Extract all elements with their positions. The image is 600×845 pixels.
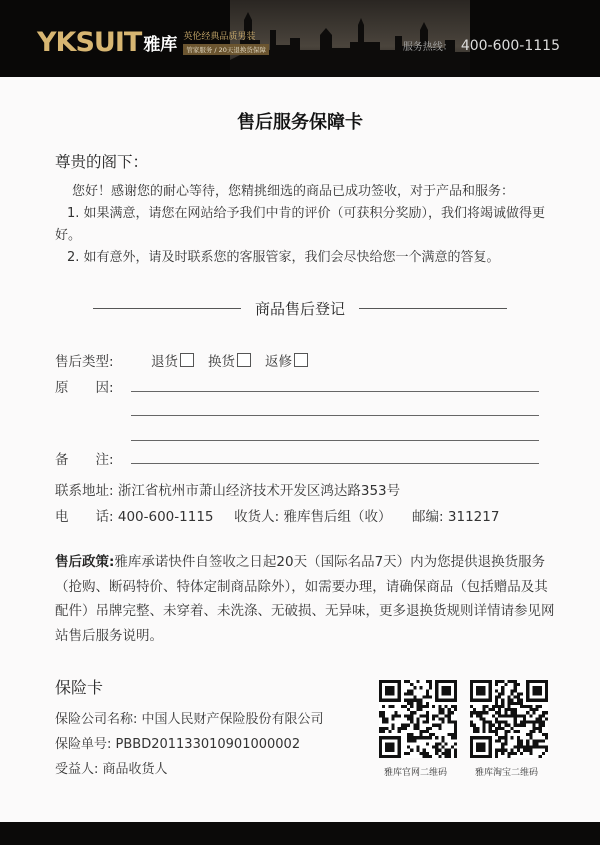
tagline-1: 英伦经典品质男装	[183, 32, 256, 42]
hotline-label: 服务热线：	[402, 42, 453, 53]
official-site-qr-code-icon[interactable]	[379, 680, 457, 758]
logo-english: YKSUIT	[37, 26, 142, 58]
beneficiary-value: 商品收货人	[102, 762, 168, 777]
registration-title: 商品售后登记	[254, 300, 345, 318]
insurance-policy-value: PBBD201133010901000002	[115, 737, 301, 752]
postcode-value: 311217	[447, 509, 500, 525]
postcode-label: 邮编:	[412, 509, 444, 525]
intro-paragraph: 您好！感谢您的耐心等待，您精挑细选的商品已成功签收，对于产品和服务：	[72, 184, 515, 199]
beneficiary-label: 受益人:	[55, 762, 99, 777]
note-label: 备 注:	[55, 452, 114, 468]
tel-value: 400-600-1115	[117, 509, 214, 525]
contact-row	[55, 505, 499, 525]
service-type-label: 售后类型:	[55, 354, 114, 370]
brand-logo	[37, 22, 269, 62]
page-header	[0, 0, 600, 77]
insurance-title: 保险卡	[55, 678, 104, 697]
logo-tagline	[183, 29, 269, 55]
address-value: 浙江省杭州市萧山经济技术开发区鸿达路353号	[117, 483, 401, 499]
page-footer	[0, 822, 600, 845]
address-row	[55, 479, 400, 499]
taobao-qr-code-icon[interactable]	[470, 680, 548, 758]
divider-left	[93, 308, 241, 309]
option-repair[interactable]	[265, 350, 308, 370]
reason-line-1[interactable]	[131, 391, 539, 392]
insurance-policy-label: 保险单号:	[55, 737, 112, 752]
receiver-value: 雅库售后组（收）	[283, 509, 392, 525]
option-repair-label: 返修	[265, 354, 292, 370]
return-checkbox[interactable]	[180, 353, 194, 367]
issue-paragraph: 2. 如有意外，请及时联系您的客服管家，我们会尽快给您一个满意的答复。	[67, 250, 500, 265]
policy-text: 雅库承诺快件自签收之日起20天（国际名品7天）内为您提供退换货服务（抢购、断码特价、特体定制商品除外），如需要办理，请确保商品（包括赠品及其配件）吊牌完整、未穿着、未洗涤、无破损、无异味，更多退换货规则详情请参见网站售后服务说明。	[55, 554, 555, 644]
policy-label: 售后政策:	[55, 554, 115, 570]
exchange-checkbox[interactable]	[237, 353, 251, 367]
insurance-company-value: 中国人民财产保险股份有限公司	[141, 712, 324, 727]
service-hotline	[403, 38, 560, 54]
hotline-number: 400-600-1115	[460, 38, 560, 54]
note-line[interactable]	[131, 463, 539, 464]
reason-label: 原 因:	[55, 380, 114, 396]
repair-checkbox[interactable]	[294, 353, 308, 367]
tel-label: 电 话:	[55, 509, 114, 525]
taobao-qr-caption: 雅库淘宝二维码	[475, 768, 539, 778]
receiver-label: 收货人:	[234, 509, 280, 525]
option-return-label: 退货	[151, 354, 178, 370]
option-exchange-label: 换货	[208, 354, 235, 370]
service-type-row	[55, 350, 322, 370]
after-sales-policy	[55, 550, 555, 648]
reason-line-3[interactable]	[131, 440, 539, 441]
reason-line-2[interactable]	[131, 415, 539, 416]
beneficiary-row	[55, 758, 168, 777]
tagline-2: 管家服务 / 20天退换货保障	[183, 44, 269, 55]
official-site-qr-caption: 雅库官网二维码	[384, 768, 448, 778]
address-label: 联系地址:	[55, 483, 114, 499]
option-return[interactable]	[151, 350, 194, 370]
insurance-policy-row	[55, 733, 300, 752]
logo-chinese: 雅库	[143, 34, 178, 55]
option-exchange[interactable]	[208, 350, 251, 370]
page-title: 售后服务保障卡	[237, 112, 363, 133]
insurance-company-row	[55, 708, 324, 727]
divider-right	[359, 308, 507, 309]
greeting: 尊贵的阁下：	[55, 153, 149, 171]
insurance-company-label: 保险公司名称:	[55, 712, 138, 727]
satisfied-paragraph: 1. 如果满意，请您在网站给予我们中肯的评价（可获积分奖励），我们将竭诚做得更好。	[55, 206, 546, 243]
registration-heading	[0, 298, 600, 319]
